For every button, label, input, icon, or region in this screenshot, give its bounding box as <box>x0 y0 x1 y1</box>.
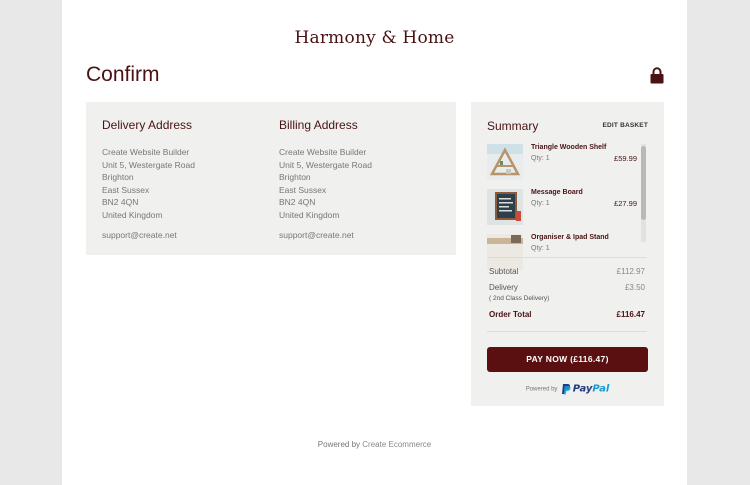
footer-prefix: Powered by <box>317 440 361 449</box>
billing-address-line: BN2 4QN <box>279 197 316 208</box>
paypal-wordmark <box>573 384 610 395</box>
billing-address-line: Brighton <box>279 172 311 183</box>
paypal-powered-by <box>471 383 664 395</box>
item-price: £27.99 <box>614 199 637 208</box>
items-scrollbar[interactable] <box>641 144 646 242</box>
address-panel <box>86 102 456 255</box>
paypal-logo-icon <box>561 383 571 395</box>
footer-powered-by <box>62 440 687 449</box>
order-summary-panel <box>471 102 664 406</box>
create-ecommerce-link[interactable]: Create Ecommerce <box>362 440 432 449</box>
page-title: Confirm <box>86 63 160 86</box>
summary-title: Summary <box>487 119 539 133</box>
delivery-method-note: ( 2nd Class Delivery) <box>489 295 550 302</box>
pay-now-button[interactable]: PAY NOW (£116.47) <box>487 347 648 372</box>
billing-address-line: United Kingdom <box>279 209 340 220</box>
item-name: Triangle Wooden Shelf <box>531 144 607 151</box>
billing-address-line: Create Website Builder <box>279 147 367 157</box>
delivery-value: £3.50 <box>624 283 645 292</box>
delivery-address-line: Create Website Builder <box>102 147 190 157</box>
summary-divider <box>487 257 647 258</box>
item-quantity: Qty: 1 <box>531 155 550 162</box>
basket-item <box>487 144 647 189</box>
product-thumbnail <box>487 189 523 225</box>
delivery-address-line: Brighton <box>102 172 134 183</box>
delivery-email: support@create.net <box>102 229 177 240</box>
item-quantity: Qty: 1 <box>531 245 550 252</box>
product-thumbnail <box>487 144 523 180</box>
lock-icon <box>650 67 664 84</box>
product-thumbnail <box>487 234 523 270</box>
item-name: Organiser & Ipad Stand <box>531 234 609 241</box>
billing-address-heading: Billing Address <box>279 118 358 132</box>
checkout-page <box>62 0 687 485</box>
delivery-address-line: United Kingdom <box>102 209 163 220</box>
subtotal-label: Subtotal <box>489 267 519 276</box>
delivery-row <box>489 283 647 292</box>
edit-basket-link[interactable]: EDIT BASKET <box>602 122 648 129</box>
billing-address-line: East Sussex <box>279 184 327 195</box>
powered-by-label: Powered by <box>525 386 558 393</box>
billing-email: support@create.net <box>279 229 354 240</box>
subtotal-row <box>489 267 647 276</box>
scrollbar-thumb[interactable] <box>641 146 646 220</box>
delivery-address-line: East Sussex <box>102 184 150 195</box>
delivery-address <box>102 118 272 240</box>
item-quantity: Qty: 1 <box>531 200 550 207</box>
order-total-value: £116.47 <box>616 310 645 319</box>
paypal-word-pal: Pal <box>592 383 610 395</box>
billing-address-line: Unit 5, Westergate Road <box>279 159 372 170</box>
paypal-word-pay: Pay <box>572 383 593 395</box>
delivery-label: Delivery <box>489 283 518 292</box>
store-brand-title[interactable]: Harmony & Home <box>294 28 455 48</box>
basket-items-list[interactable] <box>487 144 647 252</box>
order-total-label: Order Total <box>489 310 532 319</box>
order-total-row <box>489 310 647 319</box>
delivery-address-heading: Delivery Address <box>102 118 193 132</box>
summary-divider <box>487 331 647 332</box>
item-name: Message Board <box>531 189 583 196</box>
basket-item <box>487 189 647 234</box>
billing-address <box>279 118 449 240</box>
item-price: £59.99 <box>614 154 637 163</box>
subtotal-value: £112.97 <box>616 267 645 276</box>
delivery-address-line: BN2 4QN <box>102 197 139 208</box>
delivery-address-line: Unit 5, Westergate Road <box>102 159 195 170</box>
